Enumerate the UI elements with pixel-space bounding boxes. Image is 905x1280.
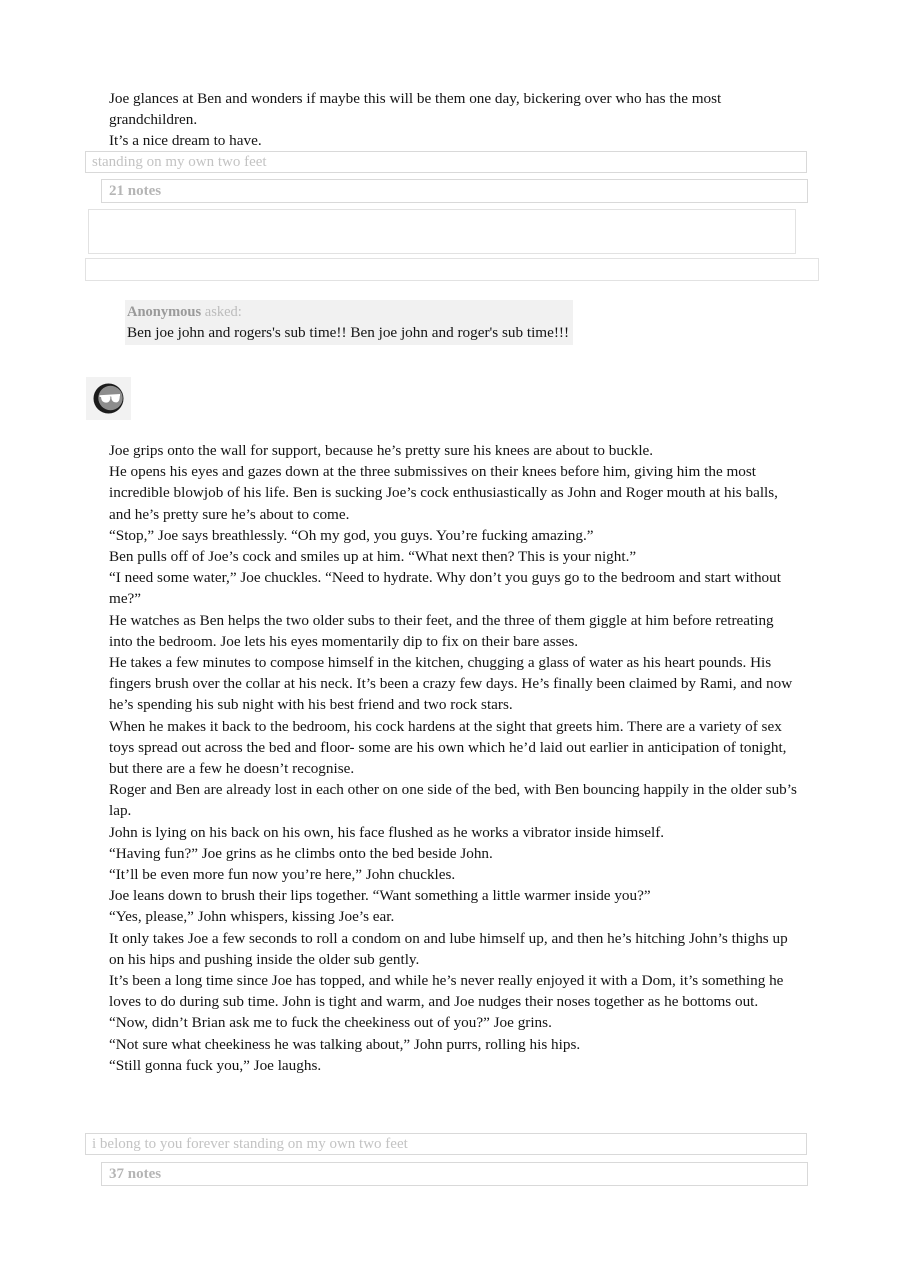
post-two-paragraph: John is lying on his back on his own, his face flushed as he works a vibrator inside himself. xyxy=(109,823,665,841)
post-one-paragraph: Joe glances at Ben and wonders if maybe this will be them one day, bickering over who has the most grandchildren. xyxy=(109,90,722,129)
post-two-paragraph: “Having fun?” Joe grins as he climbs onto the bed beside John. xyxy=(109,844,493,862)
post-two-paragraph: He opens his eyes and gazes down at the three submissives on their knees before him, giving him the most incredible blowjob of his life. Ben is sucking Joe’s cock enthusiastically as John and Roger mouth at his balls, and he’s pretty sure he’s about to come. xyxy=(109,463,778,523)
post-two-paragraph: “Stop,” Joe says breathlessly. “Oh my god, you guys. You’re fucking amazing.” xyxy=(109,526,594,544)
post-two-paragraph: “Not sure what cheekiness he was talking about,” John purrs, rolling his hips. xyxy=(109,1035,581,1053)
post-two-paragraph: It only takes Joe a few seconds to roll a condom on and lube himself up, and then he’s hitching John’s thighs up on his hips and pushing inside the older sub gently. xyxy=(109,929,788,968)
post-two-paragraph: “I need some water,” Joe chuckles. “Need to hydrate. Why don’t you guys go to the bedroom and start without me?” xyxy=(109,569,781,608)
post-one-paragraph: It’s a nice dream to have. xyxy=(109,132,262,150)
sunglasses-face-icon xyxy=(92,382,125,415)
post-one-body xyxy=(109,88,809,152)
post-two-body xyxy=(109,440,799,1076)
ask-verb: asked: xyxy=(204,304,242,320)
ask-block xyxy=(125,300,573,345)
post-two-paragraph: It’s been a long time since Joe has topped, and while he’s never really enjoyed it with a Dom, it’s something he loves to do during sub time. John is tight and warm, and Joe nudges their noses together as he bottoms out. xyxy=(109,972,784,1011)
ask-question-text: Ben joe john and rogers's sub time!! Ben joe john and roger's sub time!!! xyxy=(127,324,570,341)
post-two-paragraph: Joe leans down to brush their lips together. “Want something a little warmer inside you?” xyxy=(109,887,651,905)
post-one-tags[interactable]: standing on my own two feet xyxy=(85,151,807,173)
post-two-tags[interactable]: i belong to you forever standing on my own two feet xyxy=(85,1133,807,1155)
post-one-empty-panel-lower xyxy=(85,258,819,281)
ask-header xyxy=(127,302,569,322)
post-two-paragraph: He takes a few minutes to compose himself in the kitchen, chugging a glass of water as his heart pounds. His fingers brush over the collar at his neck. It’s been a crazy few days. He’s finally been claimed by Rami, and now he’s spending his sub night with his best friend and two rock stars. xyxy=(109,654,793,714)
ask-asker-name[interactable]: Anonymous xyxy=(127,304,202,320)
post-two-paragraph: He watches as Ben helps the two older subs to their feet, and the three of them giggle at him before retreating into the bedroom. Joe lets his eyes momentarily dip to fix on their bare asses. xyxy=(109,611,774,650)
post-two-paragraph: “Now, didn’t Brian ask me to fuck the cheekiness out of you?” Joe grins. xyxy=(109,1014,552,1032)
post-two-paragraph: Ben pulls off of Joe’s cock and smiles up at him. “What next then? This is your night.” xyxy=(109,548,637,566)
post-one-empty-panel-upper xyxy=(88,209,796,254)
post-one-notes-count[interactable]: 21 notes xyxy=(101,179,808,203)
post-two-paragraph: “Yes, please,” John whispers, kissing Joe’s ear. xyxy=(109,908,395,926)
post-two-paragraph: When he makes it back to the bedroom, his cock hardens at the sight that greets him. There are a variety of sex toys spread out across the bed and floor- some are his own which he’d laid out earlier in anticipation of tonight, but there are a few he doesn’t recognise. xyxy=(109,717,787,778)
post-two-paragraph: “Still gonna fuck you,” Joe laughs. xyxy=(109,1056,322,1074)
post-two-paragraph: “It’ll be even more fun now you’re here,” John chuckles. xyxy=(109,866,456,884)
post-two-notes-count[interactable]: 37 notes xyxy=(101,1162,808,1186)
post-two-paragraph: Roger and Ben are already lost in each other on one side of the bed, with Ben bouncing happily in the older sub’s lap. xyxy=(109,781,797,820)
post-two-paragraph: Joe grips onto the wall for support, because he’s pretty sure his knees are about to buckle. xyxy=(109,442,654,459)
avatar[interactable] xyxy=(86,377,131,420)
